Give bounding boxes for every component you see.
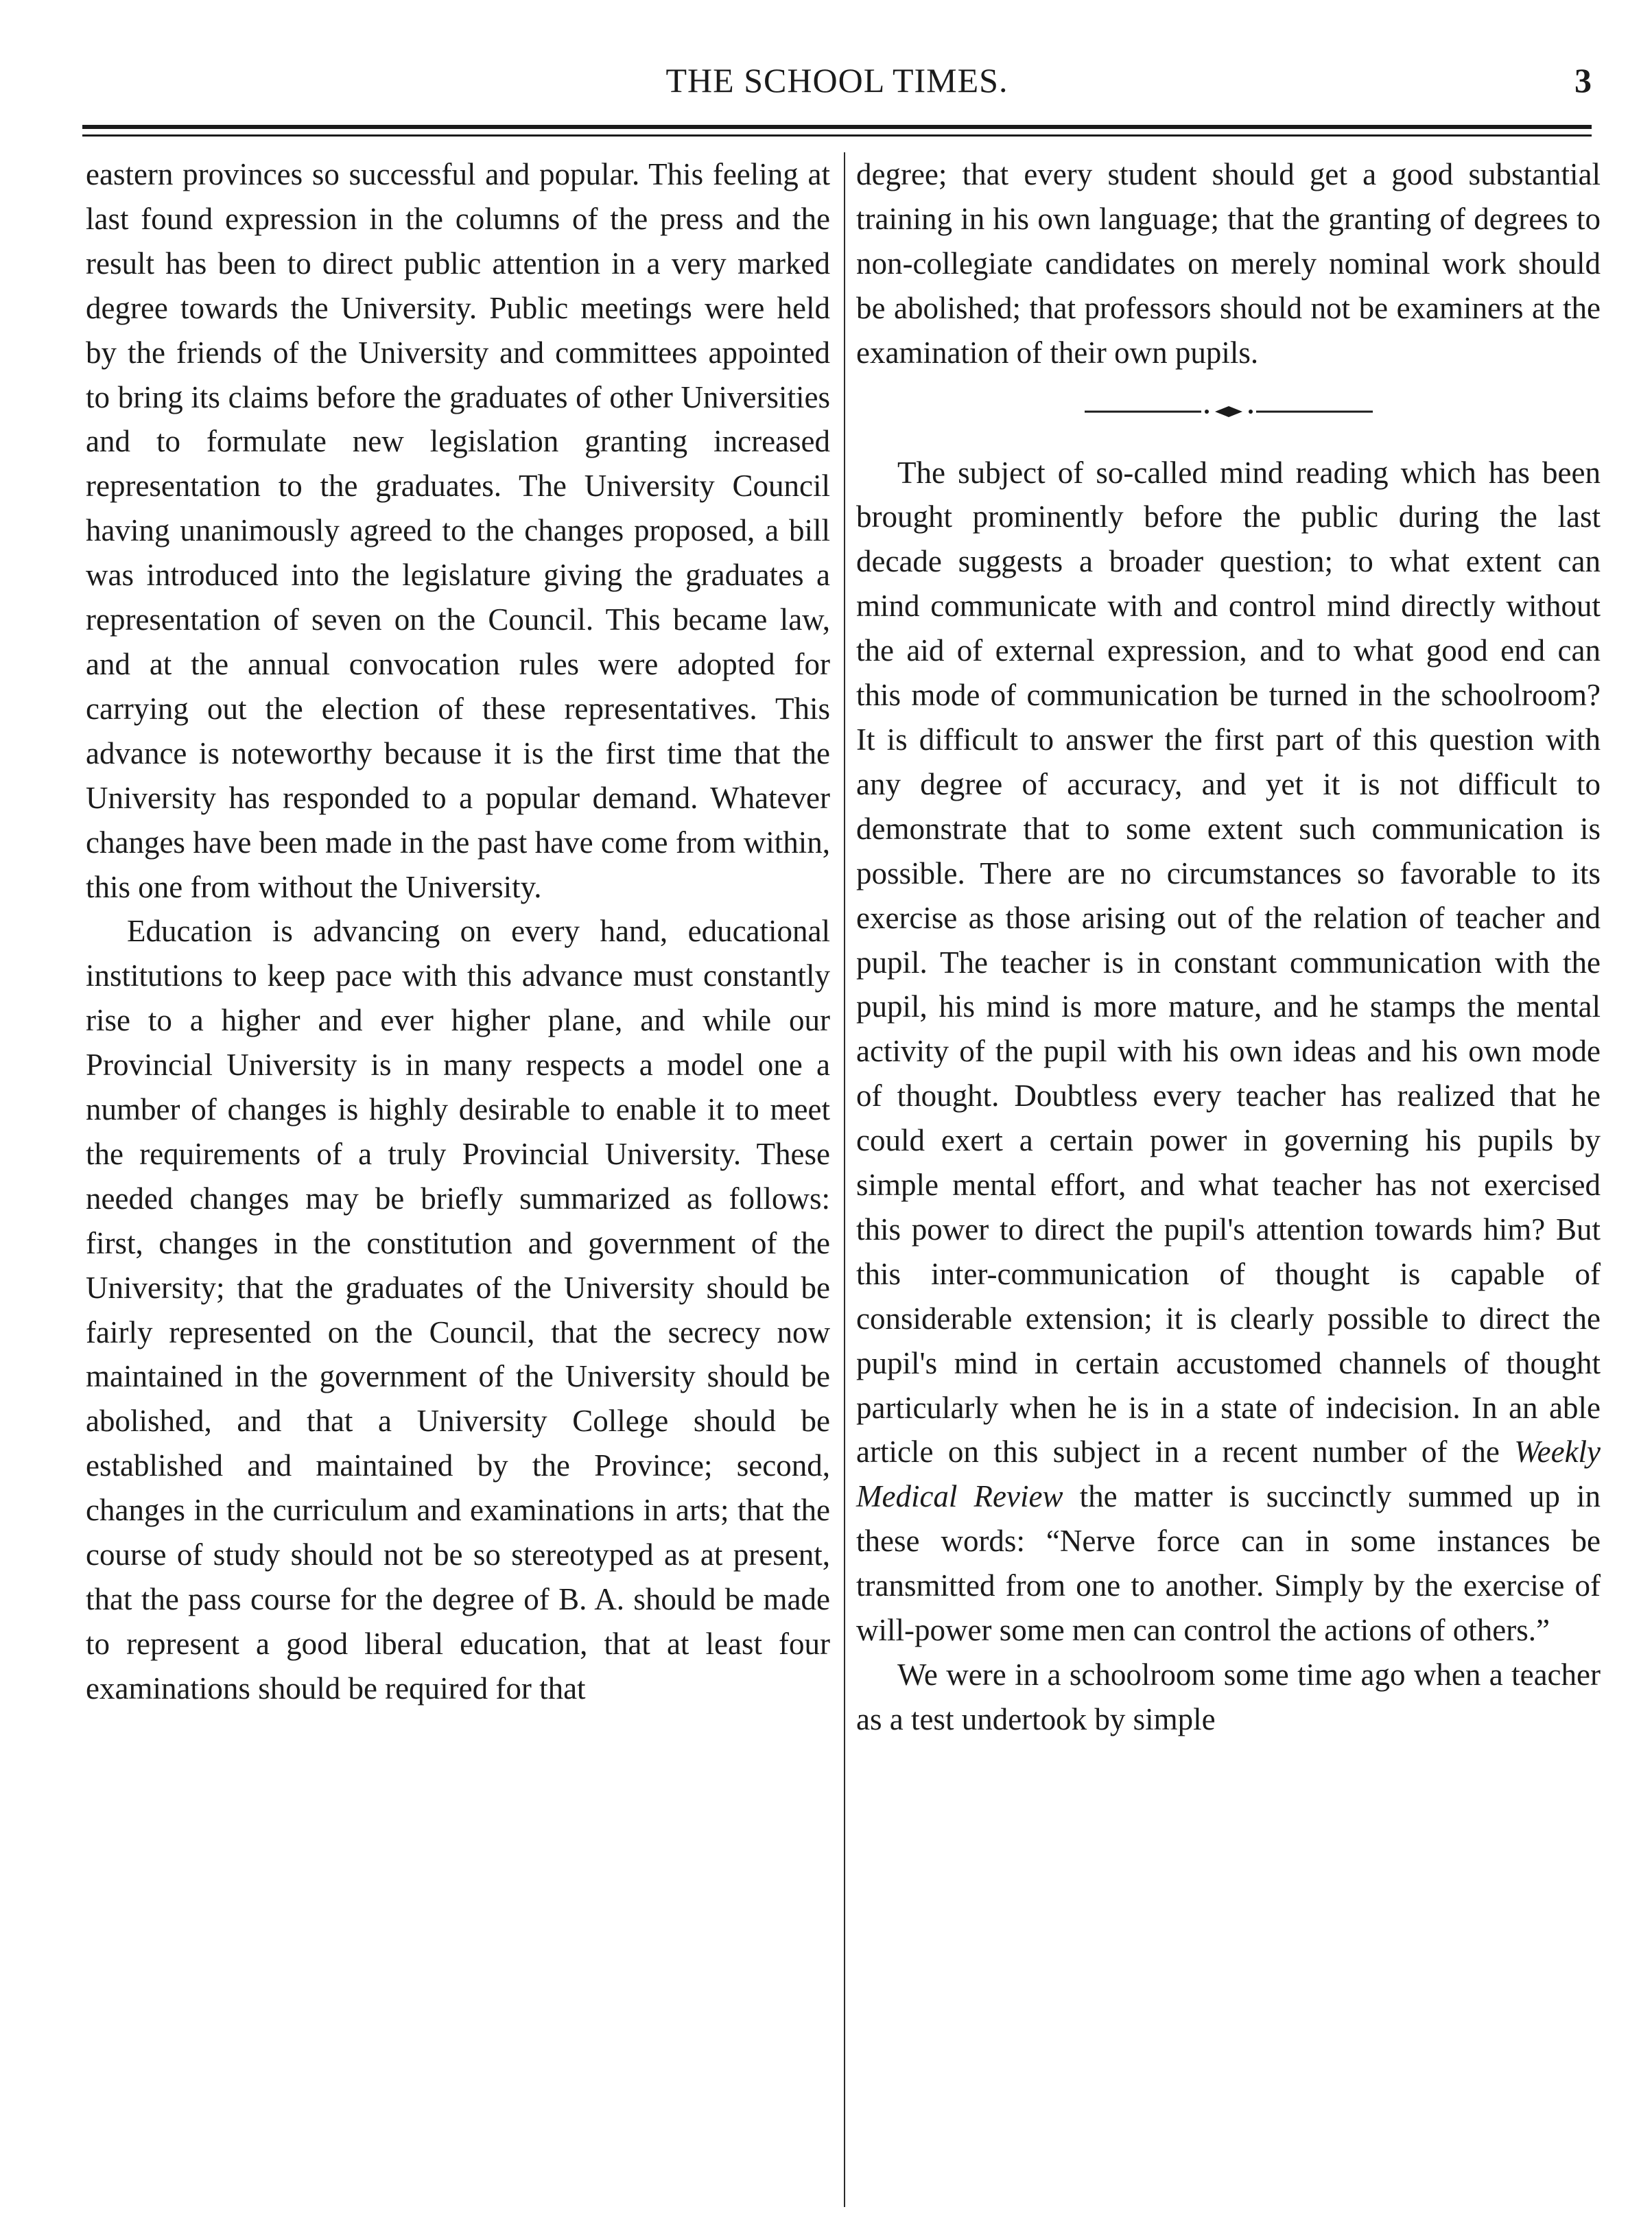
mind-reading-text-end: the matter is succinctly summed up in these words: “Nerve force can in some instances be transmitted from one to another. Simply by the exercise of will-power some men can control the actions of others.” (856, 1479, 1601, 1648)
section-ornament (856, 381, 1601, 443)
right-paragraph-mind-reading (856, 451, 1601, 1653)
right-column (856, 152, 1601, 1742)
journal-title: Weekly Medical Review (856, 1435, 1601, 1514)
left-paragraph-continued: eastern provinces so successful and popular. This feeling at last found expression in the columns of the press and the result has been to direct public attention in a very marked degree towards the University. Public meetings were held by the friends of the University and committees appointed to bring its claims before the graduates of other Universities and to formulate new legislation granting increased representation to the graduates. The University Council having unanimously agreed to the changes proposed, a bill was introduced into the legislature giving the graduates a representation of seven on the Council. This became law, and at the annual convocation rules were adopted for carrying out the election of these representatives. This advance is noteworthy because it is the first time that the University has responded to a popular demand. Whatever changes have been made in the past have come from within, this one from without the University. (86, 157, 830, 904)
mind-reading-text-start: The subject of so-called mind reading which has been brought prominently before the public during the last decade suggests a broader question; to what extent can mind communicate with and control mind directly without the aid of external expression, and to what good end can this mode of communication be turned in the schoolroom? It is difficult to answer the first part of this question with any degree of accuracy, and yet it is not difficult to demonstrate that to some extent such communication is possible. There are no circumstances so favorable to its exercise as those arising out of the relation of teacher and pupil. The teacher is in constant communication with the pupil, his mind is more mature, and he stamps the mental activity of the pupil with his own ideas and his own mode of thought. Doubtless every teacher has realized that he could exert a certain power in governing his pupils by simple mental effort, and what teacher has not exercised this power to direct the pupil's attention towards him? But this inter-communication of thought is capable of considerable extension; it is clearly possible to direct the pupil's mind in certain accustomed channels of thought particularly when he is in a state of indecision. In an able article on this subject in a recent number of the (856, 455, 1601, 1470)
header-rule-thin (82, 134, 1592, 137)
column-divider (844, 152, 845, 2207)
right-paragraph-continued: degree; that every student should get a good substantial training in his own language; that the granting of degrees to non-collegiate candidates on merely nominal work should be abolished; that professors should not be examiners at the examination of their own pupils. (856, 157, 1601, 370)
left-paragraph-education: Education is advancing on every hand, educational institutions to keep pace with this advance must constantly rise to a higher and ever higher plane, and while our Provincial University is in many respects a model one a number of changes is highly desirable to enable it to meet the requirements of a truly Provincial University. These needed changes may be briefly summarized as follows: first, changes in the constitution and government of the University; that the graduates of the University should be fairly represented on the Council, that the secrecy now maintained in the government of the University should be abolished, and that a University College should be established and maintained by the Province; second, changes in the curriculum and examinations in arts; that the course of study should not be so stereotyped as at present, that the pass course for the degree of B. A. should be made to represent a good liberal education, that at least four examinations should be required for that (86, 914, 830, 1706)
page-header (82, 60, 1592, 122)
page-number: 3 (1574, 61, 1592, 99)
right-paragraph-schoolroom: We were in a schoolroom some time ago when a teacher as a test undertook by simple (856, 1658, 1601, 1736)
masthead-title: THE SCHOOL TIMES. (665, 61, 1008, 99)
ornament-rule-icon (1085, 401, 1373, 422)
left-column (86, 152, 830, 1711)
header-rule-thick (82, 125, 1592, 129)
